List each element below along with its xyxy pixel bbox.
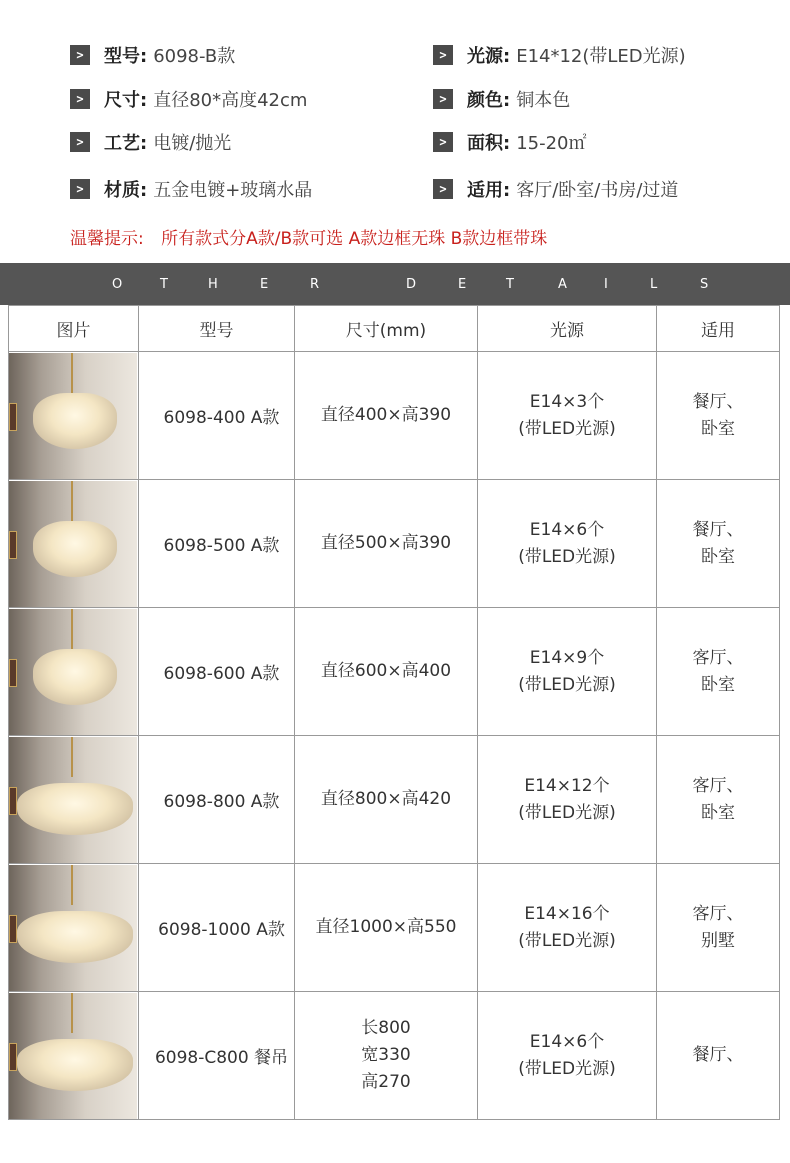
- spec-label: 材质:: [104, 180, 148, 201]
- details-table: [8, 305, 780, 1120]
- arrow-right-icon: [433, 179, 453, 199]
- spec-craft: [70, 127, 231, 157]
- chandelier-photo: [9, 864, 139, 992]
- light-cell: E14×3个 (带LED光源): [478, 352, 657, 480]
- chandelier-photo: [9, 992, 139, 1120]
- arrow-right-icon: [433, 132, 453, 152]
- spec-value: 电镀/抛光: [153, 133, 232, 154]
- spec-label: 尺寸:: [104, 90, 148, 111]
- usage-cell: 客厅、 别墅: [657, 864, 780, 992]
- spec-value: 客厅/卧室/书房/过道: [516, 180, 679, 201]
- header-light: 光源: [478, 306, 657, 352]
- spec-value: 15-20㎡: [516, 133, 587, 154]
- header-model: 型号: [139, 306, 295, 352]
- warm-tip: [70, 224, 547, 249]
- spec-model: [70, 40, 235, 70]
- table-header-row: [9, 306, 780, 352]
- banner-letter: R: [310, 276, 320, 292]
- table-row: [9, 736, 780, 864]
- spec-material: [70, 174, 312, 204]
- arrow-right-icon: [70, 45, 90, 65]
- table-row: [9, 608, 780, 736]
- spec-size: [70, 84, 307, 114]
- usage-cell: 客厅、 卧室: [657, 736, 780, 864]
- banner-letter: S: [700, 276, 709, 292]
- banner-letter: T: [160, 276, 168, 292]
- model-cell: 6098-C800 餐吊: [139, 992, 295, 1120]
- spec-label: 型号:: [104, 46, 148, 67]
- arrow-right-icon: [70, 89, 90, 109]
- size-cell: 长800 宽330 高270: [295, 992, 478, 1120]
- spec-section: [0, 0, 790, 260]
- tip-label: 温馨提示:: [70, 229, 144, 249]
- light-cell: E14×9个 (带LED光源): [478, 608, 657, 736]
- model-cell: 6098-500 A款: [139, 480, 295, 608]
- table-row: [9, 864, 780, 992]
- size-cell: 直径600×高400: [295, 608, 478, 736]
- header-image: 图片: [9, 306, 139, 352]
- chandelier-photo: [9, 480, 139, 608]
- size-cell: 直径500×高390: [295, 480, 478, 608]
- banner-letter: O: [112, 276, 123, 292]
- chandelier-photo: [9, 352, 139, 480]
- arrow-right-icon: [70, 132, 90, 152]
- spec-label: 工艺:: [104, 133, 148, 154]
- spec-label: 颜色:: [467, 90, 511, 111]
- table-row: [9, 992, 780, 1120]
- spec-value: 铜本色: [516, 90, 571, 111]
- spec-value: 6098-B款: [153, 46, 236, 67]
- light-cell: E14×6个 (带LED光源): [478, 992, 657, 1120]
- chandelier-photo: [9, 608, 139, 736]
- usage-cell: 客厅、 卧室: [657, 608, 780, 736]
- arrow-right-icon: [70, 179, 90, 199]
- light-cell: E14×6个 (带LED光源): [478, 480, 657, 608]
- model-cell: 6098-400 A款: [139, 352, 295, 480]
- banner-letter: L: [650, 276, 658, 292]
- light-cell: E14×16个 (带LED光源): [478, 864, 657, 992]
- table-row: [9, 352, 780, 480]
- banner-letter: D: [406, 276, 417, 292]
- size-cell: 直径1000×高550: [295, 864, 478, 992]
- model-cell: 6098-1000 A款: [139, 864, 295, 992]
- header-size: 尺寸(mm): [295, 306, 478, 352]
- chandelier-photo: [9, 736, 139, 864]
- header-usage: 适用: [657, 306, 780, 352]
- spec-label: 面积:: [467, 133, 511, 154]
- spec-label: 光源:: [467, 46, 511, 67]
- light-cell: E14×12个 (带LED光源): [478, 736, 657, 864]
- spec-value: 五金电镀+玻璃水晶: [153, 180, 313, 201]
- size-cell: 直径800×高420: [295, 736, 478, 864]
- banner-letter: H: [208, 276, 218, 292]
- banner-letter: T: [506, 276, 514, 292]
- banner-letter: E: [260, 276, 269, 292]
- arrow-right-icon: [433, 45, 453, 65]
- banner-letter: A: [558, 276, 567, 292]
- banner-letter: E: [458, 276, 467, 292]
- usage-cell: 餐厅、 卧室: [657, 480, 780, 608]
- spec-area: [433, 127, 587, 157]
- spec-color: [433, 84, 570, 114]
- usage-cell: 餐厅、: [657, 992, 780, 1120]
- spec-value: 直径80*高度42cm: [153, 90, 308, 111]
- spec-label: 适用:: [467, 180, 511, 201]
- usage-cell: 餐厅、 卧室: [657, 352, 780, 480]
- tip-text: 所有款式分A款/B款可选 A款边框无珠 B款边框带珠: [161, 229, 548, 249]
- model-cell: 6098-800 A款: [139, 736, 295, 864]
- spec-value: E14*12(带LED光源): [516, 46, 686, 67]
- spec-light: [433, 40, 686, 70]
- table-row: [9, 480, 780, 608]
- size-cell: 直径400×高390: [295, 352, 478, 480]
- arrow-right-icon: [433, 89, 453, 109]
- other-details-banner: [0, 263, 790, 305]
- banner-letter: I: [604, 276, 608, 292]
- spec-usage: [433, 174, 678, 204]
- model-cell: 6098-600 A款: [139, 608, 295, 736]
